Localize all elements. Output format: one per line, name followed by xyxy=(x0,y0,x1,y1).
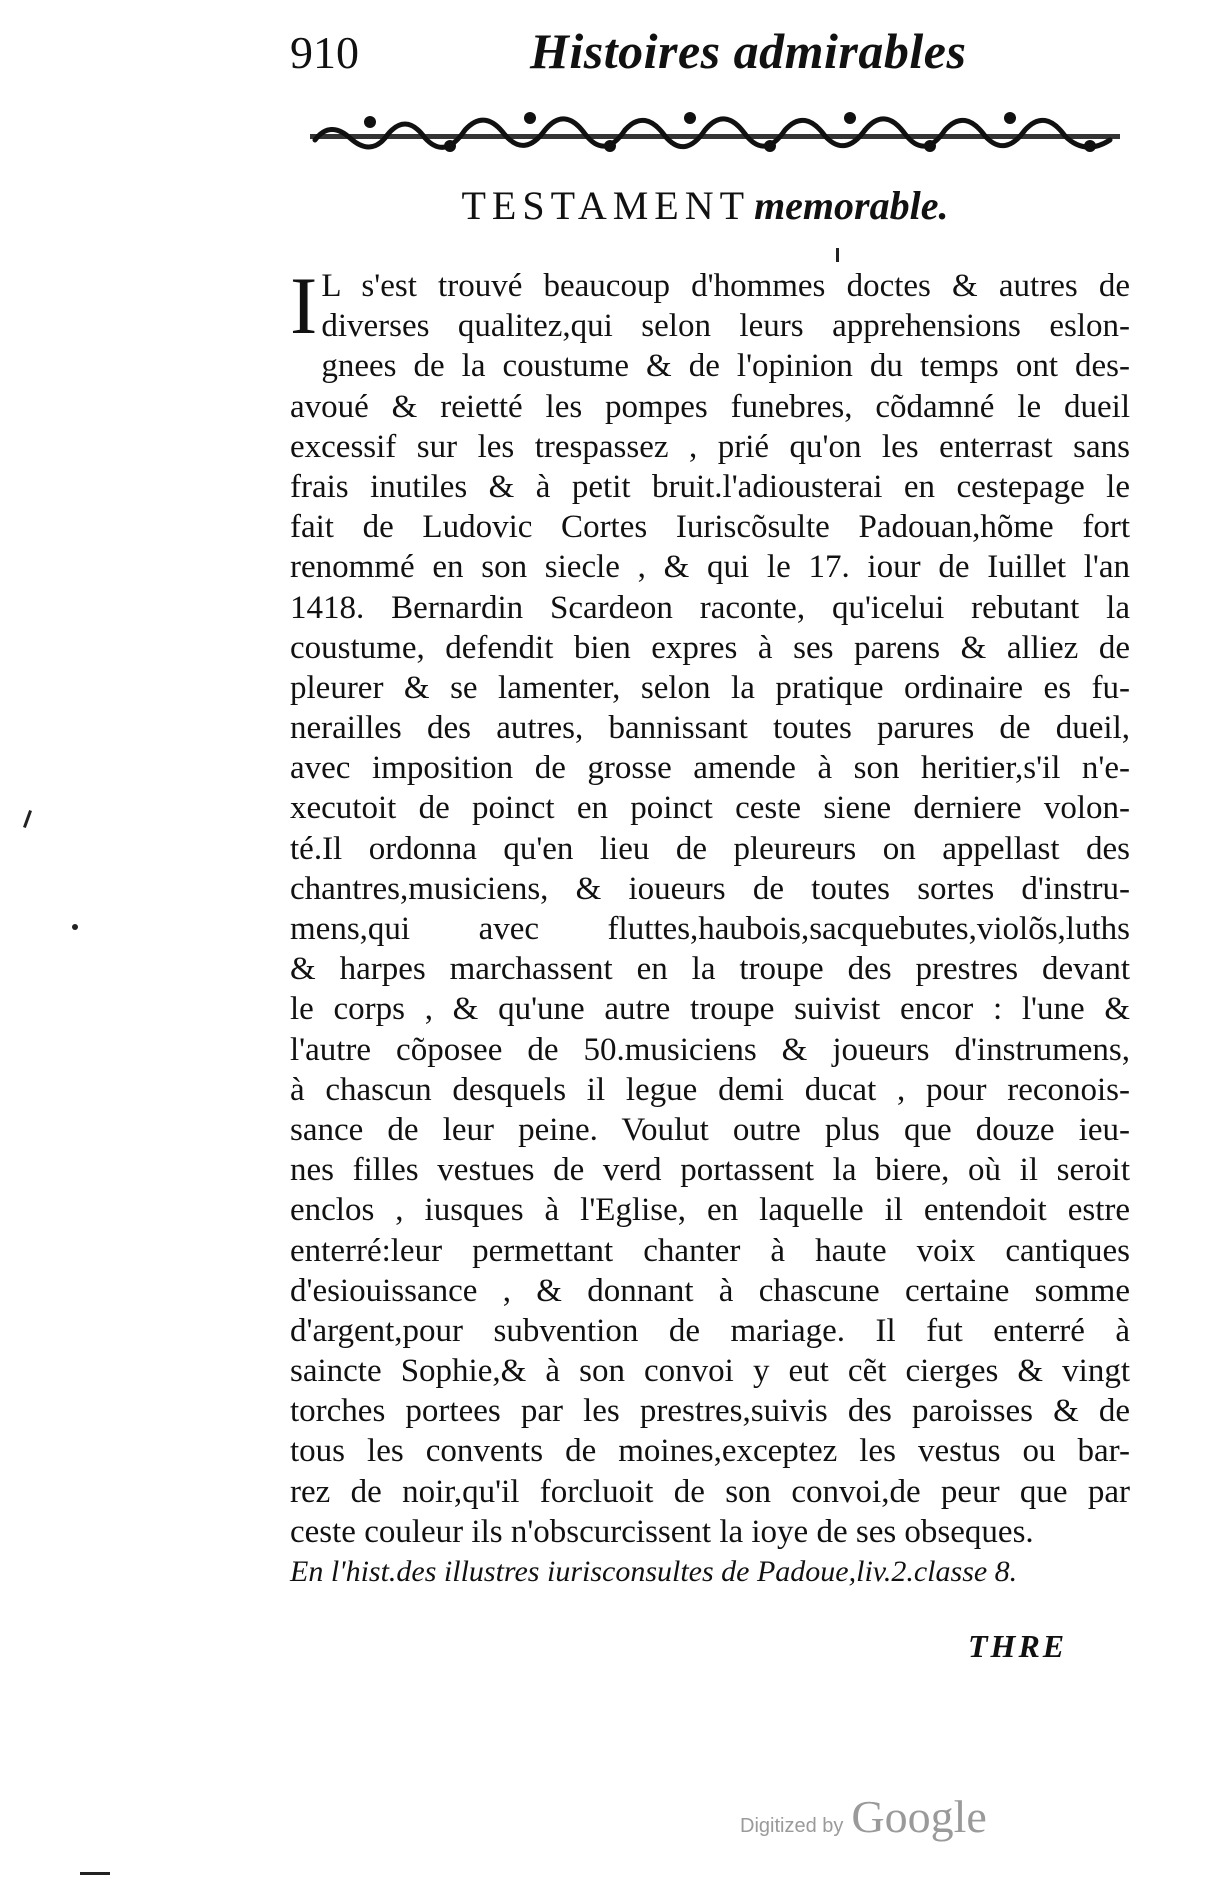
text-line: chantres,musiciens, & ioueurs de toutes sortes d'instru- xyxy=(290,870,1130,907)
text-line: rez de noir,qu'il forcluoit de son convoi,de peur que par xyxy=(290,1473,1130,1510)
text-line: à chascun desquels il legue demi ducat , pour reconois- xyxy=(290,1071,1130,1108)
margin-mark xyxy=(72,924,78,930)
text-line: L s'est trouvé beaucoup d'hommes doctes & autres de xyxy=(321,268,1130,304)
margin-mark xyxy=(80,1872,110,1875)
body-text xyxy=(290,260,1130,1592)
text-line: gnees de la coustume & de l'opinion du temps ont des- xyxy=(321,348,1130,385)
running-title: Histoires admirables xyxy=(530,23,967,79)
heading-caps: TESTAMENT xyxy=(461,183,751,228)
text-line: avoué & reietté les pompes funebres, cõdamné le dueil xyxy=(290,388,1130,425)
page-number: 910 xyxy=(290,27,359,78)
text-line: renommé en son siecle , & qui le 17. iour de Iuillet l'an xyxy=(290,549,1130,586)
text-line: tous les convents de moines,exceptez les vestus ou bar- xyxy=(290,1433,1130,1470)
digitized-watermark xyxy=(740,1790,987,1843)
text-line: coustume, defendit bien expres à ses parens & alliez de xyxy=(290,629,1130,666)
text-line: nes filles vestues de verd portassent la biere, où il seroit xyxy=(290,1152,1130,1189)
text-line: torches portees par les prestres,suivis des paroisses & de xyxy=(290,1393,1130,1430)
text-line: enterré:leur permettant chanter à haute voix cantiques xyxy=(290,1232,1130,1269)
text-line: té.Il ordonna qu'en lieu de pleureurs on appellast des xyxy=(290,830,1130,867)
text-line: diverses qualitez,qui selon leurs apprehensions eslon- xyxy=(321,308,1130,345)
text-line: d'esiouissance , & donnant à chascune certaine somme xyxy=(290,1272,1130,1309)
text-line: l'autre cõposee de 50.musiciens & joueurs d'instrumens, xyxy=(290,1031,1130,1068)
text-line: xecutoit de poinct en poinct ceste siene derniere volon- xyxy=(290,790,1130,827)
text-line: ceste couleur ils n'obscurcissent la ioye de ses obseques. xyxy=(290,1513,1034,1550)
text-line: fait de Ludovic Cortes Iuriscõsulte Padouan,hõme fort xyxy=(290,509,1130,546)
catchword: THRE xyxy=(968,1628,1068,1664)
text-line: pleurer & se lamenter, selon la pratique ordinaire es fu- xyxy=(290,669,1130,706)
text-line: le corps , & qu'une autre troupe suivist encor : l'une & xyxy=(290,991,1130,1028)
page-header xyxy=(290,18,1120,88)
margin-mark xyxy=(23,810,32,828)
text-line: saincte Sophie,& à son convoi y eut cẽt cierges & vingt xyxy=(290,1353,1130,1390)
text-line: enclos , iusques à l'Eglise, en laquelle il entendoit estre xyxy=(290,1192,1130,1229)
watermark-small-text: Digitized by xyxy=(740,1815,844,1837)
margin-mark xyxy=(836,248,839,262)
text-line: frais inutiles & à petit bruit.l'adiousterai en cestepage le xyxy=(290,468,1130,505)
section-heading xyxy=(290,182,1120,229)
marginal-citation: En l'hist.des illustres iurisconsultes de Padoue,liv.2.classe 8. xyxy=(290,1555,1018,1588)
text-line: excessif sur les trespassez , prié qu'on les enterrast sans xyxy=(290,428,1130,465)
text-line: nerailles des autres, bannissant toutes parures de dueil, xyxy=(290,710,1130,747)
ornament-band xyxy=(310,100,1120,162)
drop-cap: I xyxy=(290,260,318,351)
text-line: d'argent,pour subvention de mariage. Il fut enterré à xyxy=(290,1312,1130,1349)
text-line: & harpes marchassent en la troupe des prestres devant xyxy=(290,951,1130,988)
watermark-logo-text: Google xyxy=(851,1791,987,1842)
text-line: 1418. Bernardin Scardeon raconte, qu'icelui rebutant la xyxy=(290,589,1130,626)
heading-italic: memorable. xyxy=(754,183,949,228)
text-line: mens,qui avec fluttes,haubois,sacquebutes,violõs,luths xyxy=(290,911,1130,947)
text-line: avec imposition de grosse amende à son heritier,s'il n'e- xyxy=(290,750,1130,787)
text-line: sance de leur peine. Voulut outre plus que douze ieu- xyxy=(290,1111,1130,1148)
